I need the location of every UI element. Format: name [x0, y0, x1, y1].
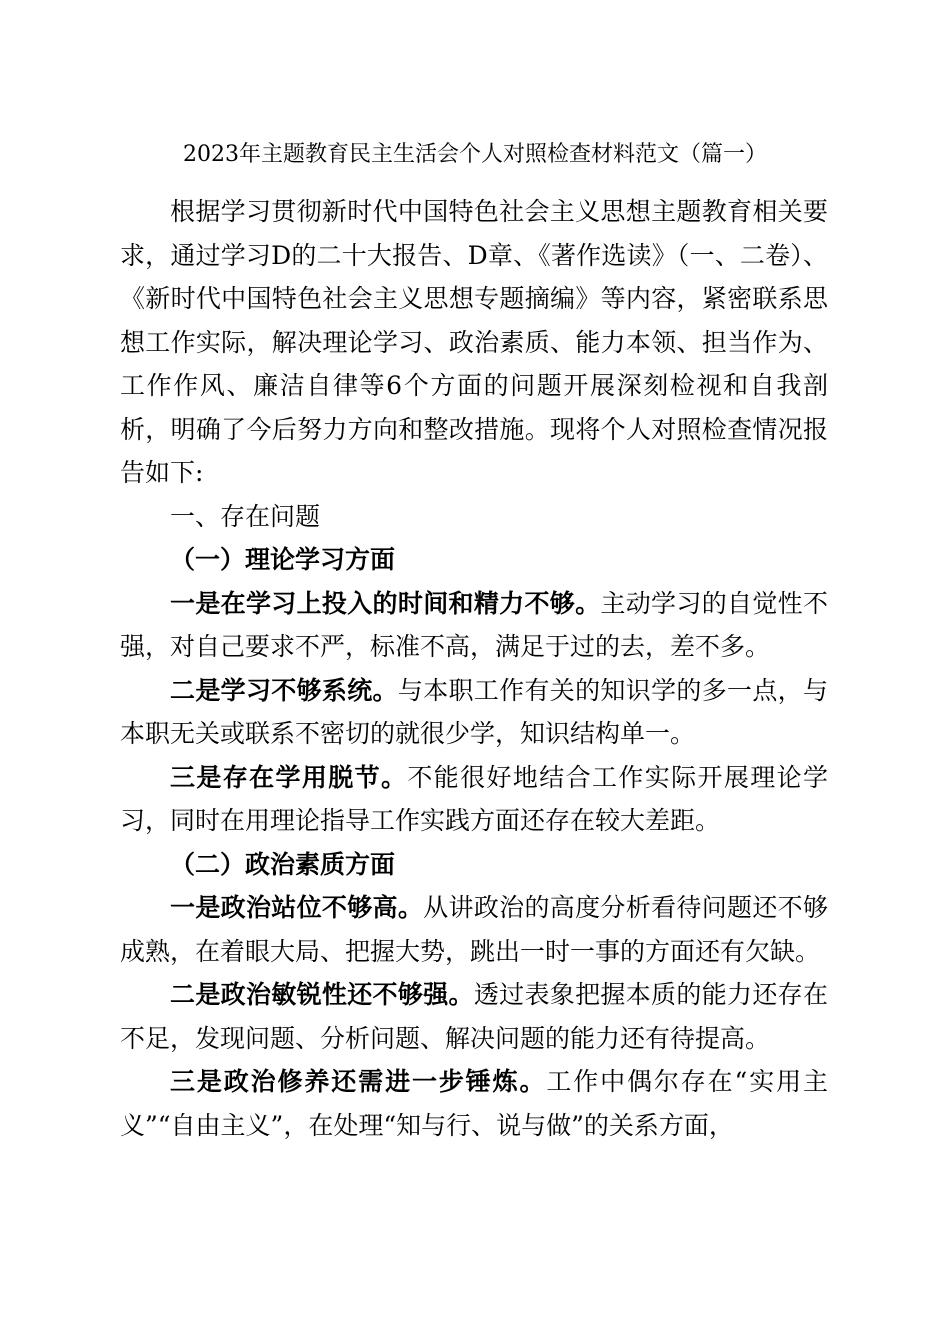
- paragraph-text: 与本职工作有关的知识学的多一点，与本职无关或联系不密切的就很少学，知识结构单一。: [120, 675, 828, 748]
- paragraph-text: 主动学习的自觉性不强，对自己要求不严，标准不高，满足于过的去，差不多。: [120, 588, 828, 661]
- intro-paragraph: 根据学习贯彻新时代中国特色社会主义思想主题教育相关要求，通过学习D的二十大报告、D章、《著作选读》（一、二卷）、《新时代中国特色社会主义思想专题摘编》等内容，紧密联系思想工作实际，解决理论学习、政治素质、能力本领、担当作为、工作作风、廉洁自律等6个方面的问题开展深刻检视和自我剖析，明确了今后努力方向和整改措施。现将个人对照检查情况报告如下:: [120, 197, 828, 487]
- paragraph-text: 透过表象把握本质的能力还存在不足，发现问题、分析问题、解决问题的能力还有待提高。: [120, 980, 828, 1053]
- paragraph: [120, 669, 828, 756]
- paragraph-lead: 三是存在学用脱节。: [170, 762, 408, 792]
- paragraph: [120, 582, 828, 669]
- paragraph: [120, 1060, 828, 1147]
- paragraph: [120, 886, 828, 973]
- paragraph-lead: 二是政治敏锐性还不够强。: [170, 980, 474, 1009]
- paragraph-lead: 三是政治修养还需进一步锤炼。: [170, 1067, 547, 1096]
- document-title: 2023年主题教育民主生活会个人对照检查材料范文（篇一）: [183, 142, 767, 167]
- paragraph-text: 不能很好地结合工作实际开展理论学习，同时在用理论指导工作实践方面还存在较大差距。: [120, 762, 828, 835]
- subsection-heading-politics: （二）政治素质方面: [170, 849, 396, 879]
- paragraph-text: 工作中偶尔存在“实用主义”“自由主义”，在处理“知与行、说与做”的关系方面，: [120, 1067, 828, 1140]
- subsection-heading-theory: （一）理论学习方面: [170, 545, 396, 574]
- paragraph: [120, 973, 828, 1060]
- paragraph-text: 从讲政治的高度分析看待问题还不够成熟，在着眼大局、把握大势，跳出一时一事的方面还有欠缺。: [120, 893, 828, 966]
- paragraph-lead: 二是学习不够系统。: [170, 675, 398, 705]
- paragraph-lead: 一是在学习上投入的时间和精力不够。: [170, 588, 601, 618]
- section-heading: 一、存在问题: [170, 501, 321, 531]
- paragraph: [120, 756, 828, 843]
- document-body: [120, 190, 828, 1147]
- paragraph-lead: 一是政治站位不够高。: [170, 893, 424, 922]
